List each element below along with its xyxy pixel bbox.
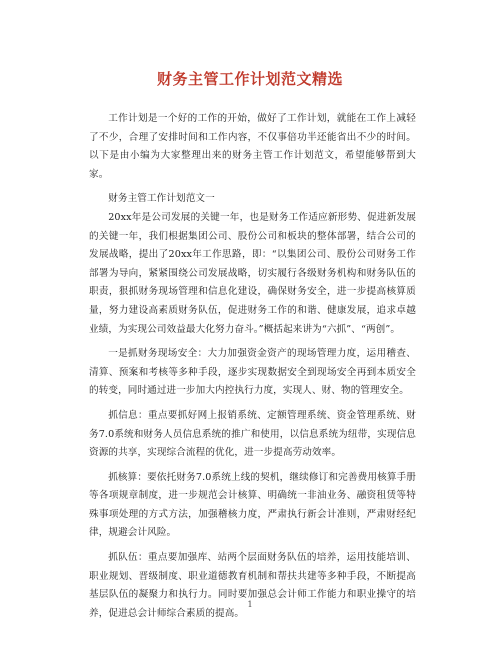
body-paragraph: 抓核算：要依托财务7.0系统上线的契机，继续修订和完善费用核算手册等各项规章制度，进一步规范会计核算、明确统一非油业务、融资租赁等特殊事项处理的方式方法，加强稽核力度，严肃执行新会计准则，严肃财经纪律，规避会计风险。 (89, 471, 416, 539)
body-paragraph: 抓信息：重点要抓好网上报销系统、定额管理系统、资金管理系统、财务7.0系统和财务人员信息系统的推广和使用，以信息系统为纽带，实现信息资源的共享，实现综合流程的优化，进一步提高劳动效率。 (89, 409, 416, 459)
section-heading: 财务主管工作计划范文一 (108, 193, 215, 205)
document-title: 财务主管工作计划范文精选 (156, 70, 343, 88)
document-body (89, 110, 416, 629)
body-paragraph: 抓队伍：重点要加强库、站两个层面财务队伍的培养，运用技能培训、职业规划、晋级制度、职业道德教育机制和帮扶共建等多种手段，不断提高基层队伍的凝聚力和执行力。同时要加强总会计师工作能力和职业操守的培养，促进总会计师综合素质的提高。 (89, 552, 416, 619)
body-paragraph: 20xx年是公司发展的关键一年，也是财务工作适应新形势、促进新发展的关键一年，我们根据集团公司、股份公司和板块的整体部署，结合公司的发展战略，提出了20xx年工作思路，即：“以集团公司、股份公司财务工作部署为导向，紧紧围绕公司发展战略，切实履行各级财务机构和财务队伍的职责，狠抓财务现场管理和信息化建设，确保财务安全，进一步提高核算质量，努力建设高素质财务队伍，促进财务工作的和谐、健康发展，追求卓越业绩，为实现公司效益最大化努力奋斗。”概括起来讲为“六抓”、“两创”。 (89, 211, 416, 335)
body-paragraph: 一是抓财务现场安全：大力加强资金资产的现场管理力度，运用稽查、清算、预案和考核等多种手段，逐步实现数据安全到现场安全再到本质安全的转变，同时通过进一步加大内控执行力度，实现人、财、物的管理安全。 (89, 348, 416, 397)
page-number: 1 (247, 600, 253, 609)
intro-paragraph: 工作计划是一个好的工作的开始，做好了工作计划，就能在工作上减轻了不少，合理了安排时间和工作内容，不仅事倍功半还能省出不少的时间。以下是由小编为大家整理出来的财务主管工作计划范文，希望能够帮到大家。 (89, 113, 416, 180)
